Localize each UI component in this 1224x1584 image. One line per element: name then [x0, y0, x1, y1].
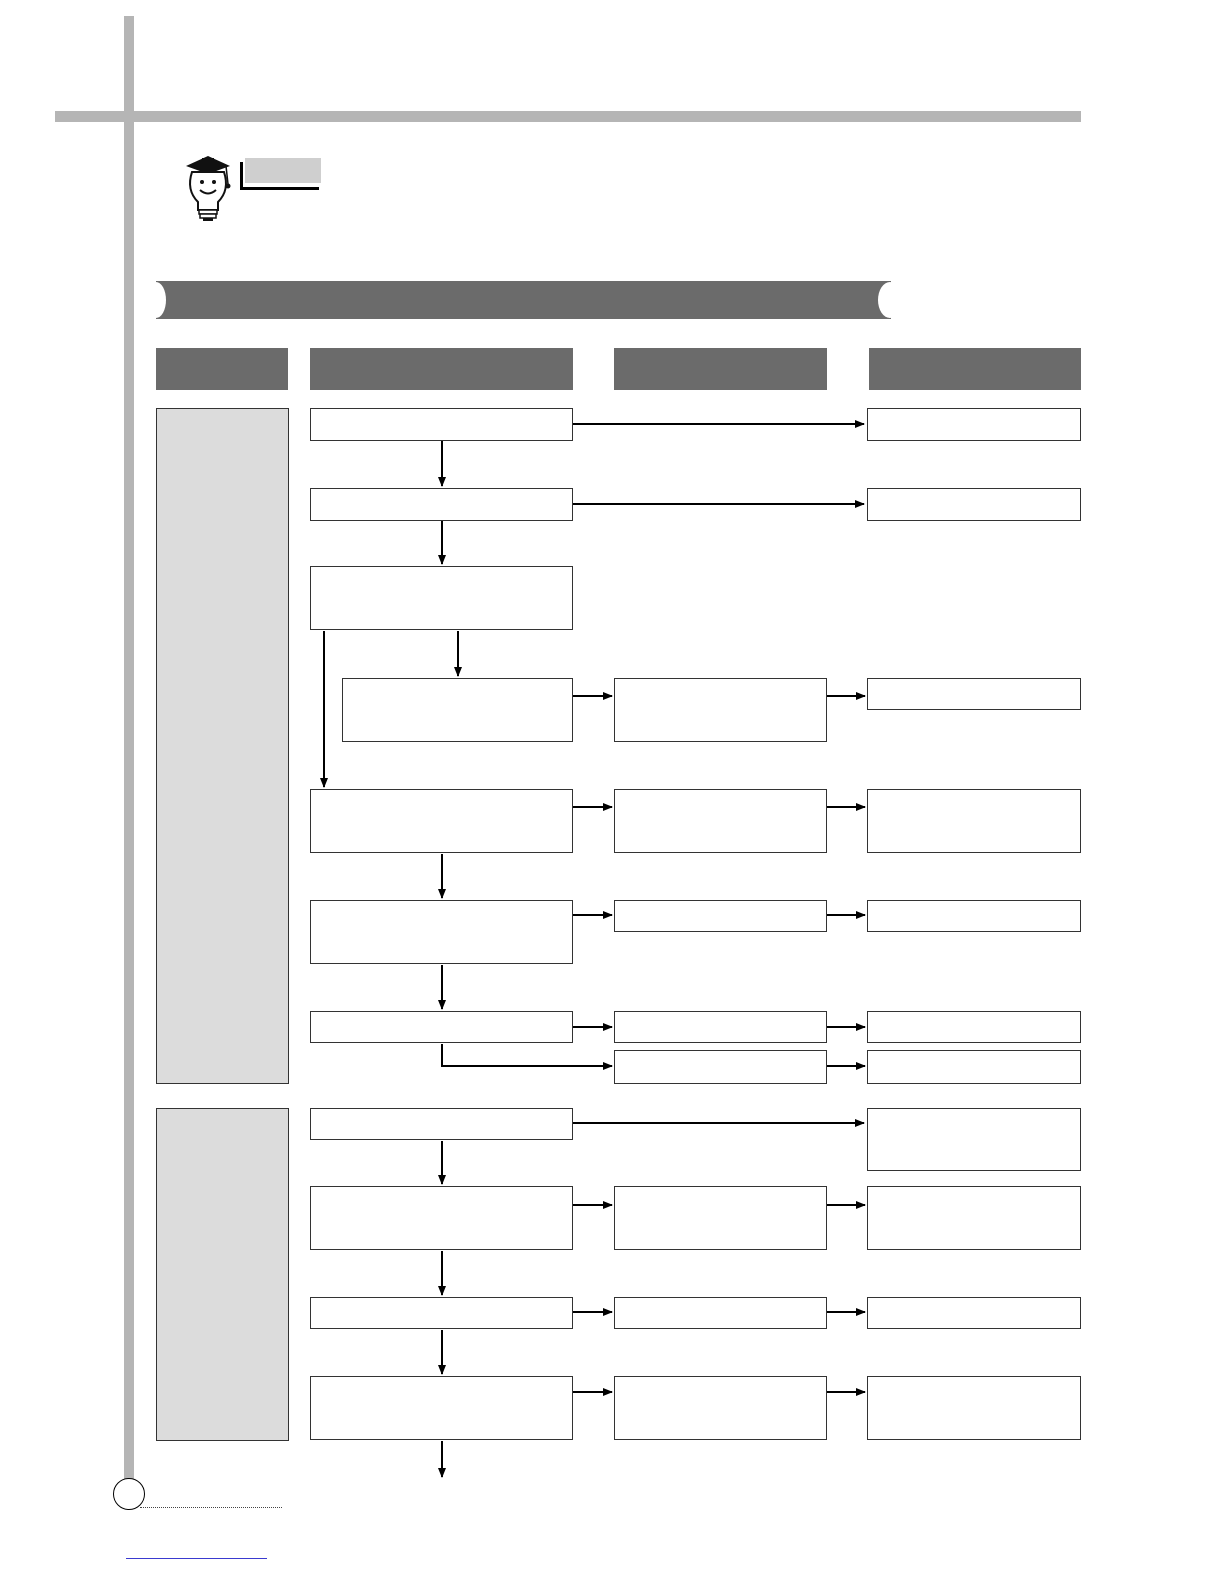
footer-rule	[126, 1558, 267, 1559]
arrow-elbow	[442, 1044, 612, 1066]
footer-dotted-rule	[140, 1507, 282, 1508]
page-number-badge	[113, 1478, 145, 1510]
